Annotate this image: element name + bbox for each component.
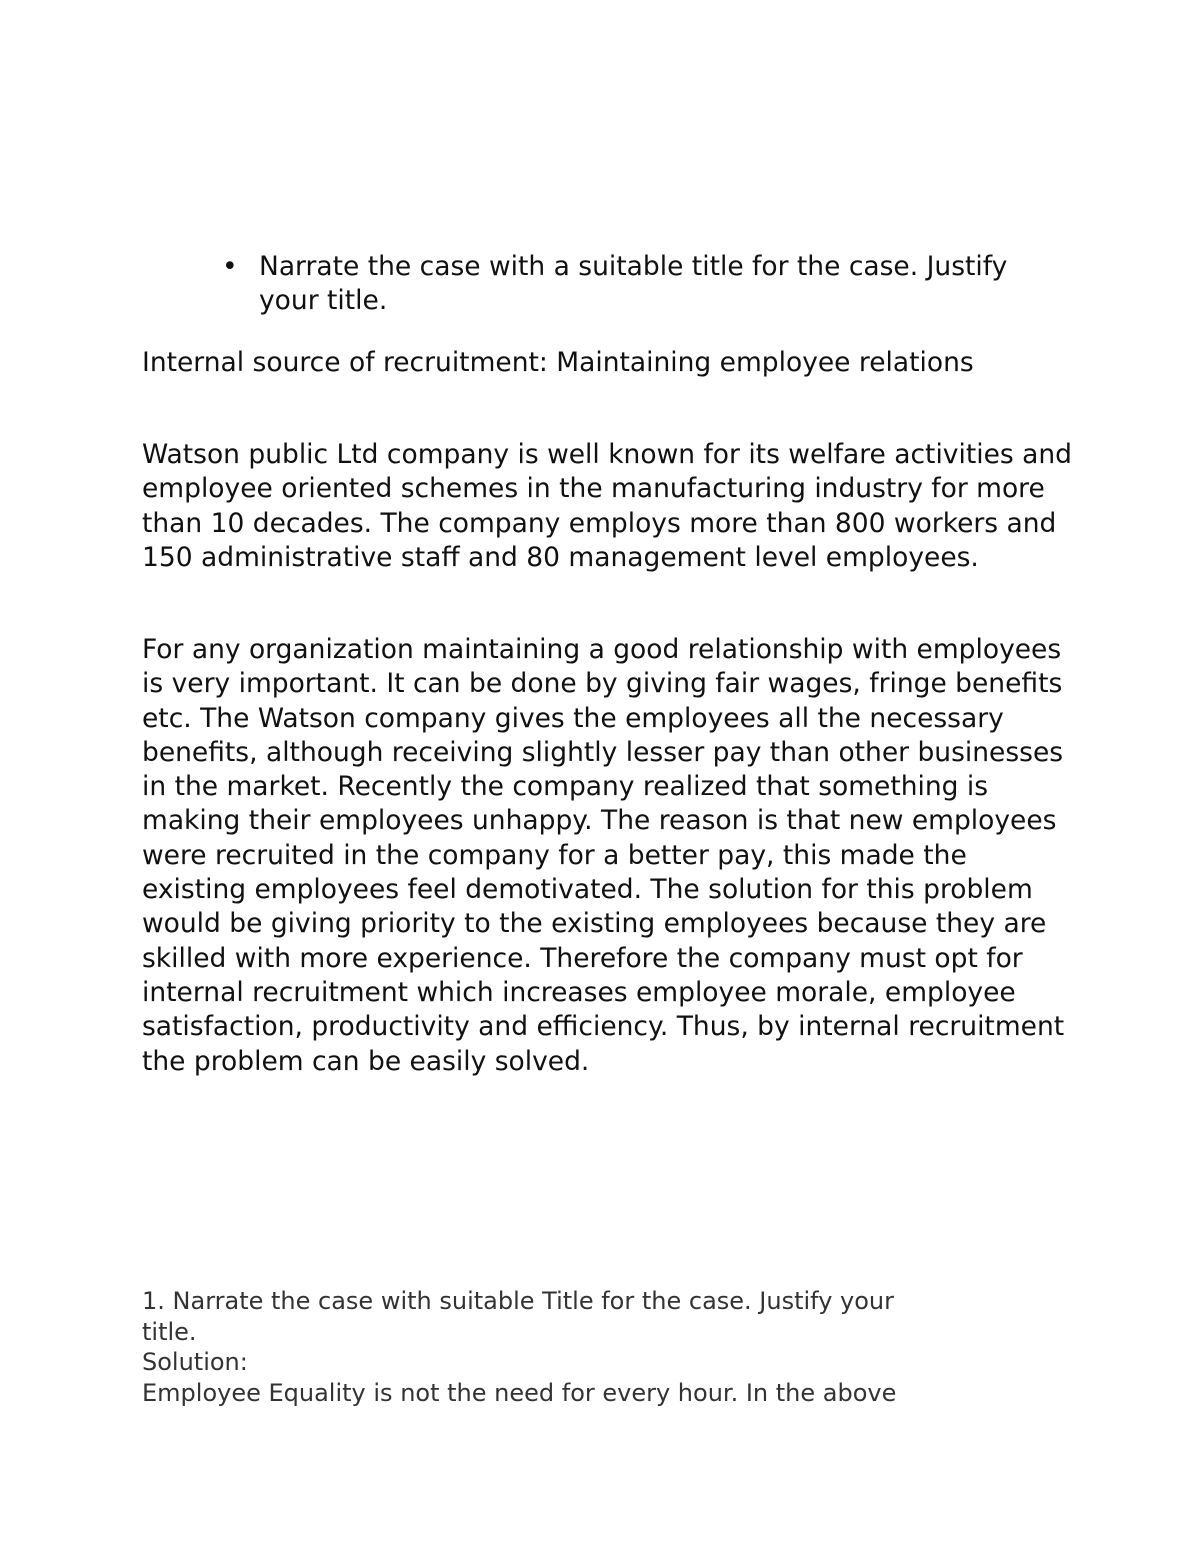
case-title: Internal source of recruitment: Maintaining employee relations	[142, 347, 974, 378]
solution-text: Employee Equality is not the need for every hour. In the above	[142, 1378, 897, 1407]
answer-section	[142, 1286, 1042, 1408]
bullet-item	[222, 250, 1042, 318]
paragraph-case-body: For any organization maintaining a good relationship with employees is very important. It can be done by giving fair wages, fringe benefits etc. The Watson company gives the employees all the necessary benefits, although receiving slightly lesser pay than other businesses in the market. Recently the company realized that something is making their employees unhappy. The reason is that new employees were recruited in the company for a better pay, this made the existing employees feel demotivated. The solution for this problem would be giving priority to the existing employees because they are skilled with more experience. Therefore the company must opt for internal recruitment which increases employee morale, employee satisfaction, productivity and efficiency. Thus, by internal recruitment the problem can be easily solved.	[142, 634, 1065, 1077]
answer-question: 1. Narrate the case with suitable Title for the case. Justify your title.	[142, 1287, 895, 1346]
solution-label: Solution:	[142, 1348, 248, 1376]
bullet-text: Narrate the case with a suitable title for the case. Justify your title.	[259, 251, 1008, 316]
paragraph-company-intro: Watson public Ltd company is well known for its welfare activities and employee oriented schemes in the manufacturing industry for more than 10 decades. The company employs more than 800 workers and 150 administrative staff and 80 management level employees.	[142, 439, 1072, 573]
bullet-icon: •	[222, 251, 238, 282]
